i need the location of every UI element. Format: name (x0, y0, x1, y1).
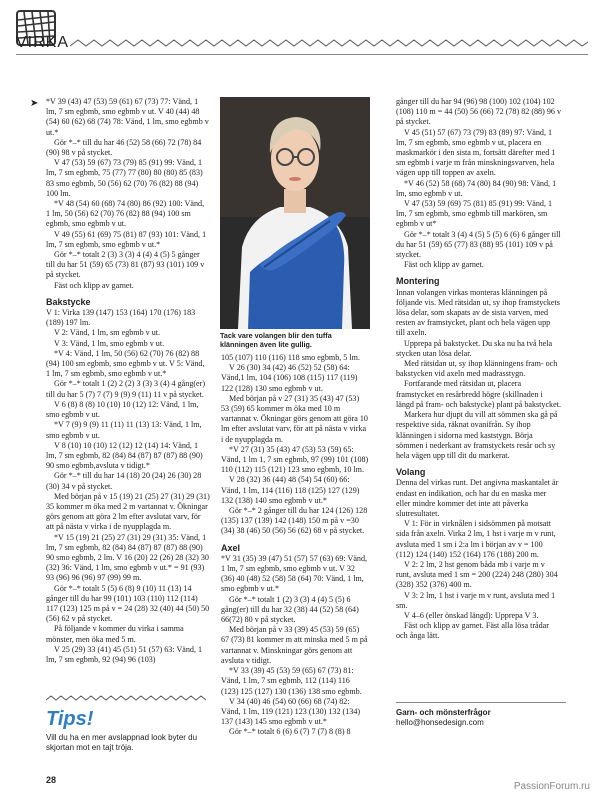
paragraph: *V 46 (52) 58 (68) 74 (80) 84 (90) 98: Vänd, 1 lm, smo egbmb v ut. (396, 178, 557, 198)
paragraph: Fäst och klipp av garnet. Fäst alla lösa trådar och ånga lätt. (396, 621, 549, 641)
paragraph: Med början på v 33 (39) 45 (53) 59 (65) 67 (73) 81 kommer m att minska med 5 m på vartannat v. Minskningar görs genom att avsluta v tidigt. (221, 625, 368, 665)
tips-zigzag-divider (46, 694, 206, 702)
paragraph: *V 33 (39) 45 (53) 59 (65) 67 (73) 81: Vänd, 1 lm, 7 sm egbmb, 112 (114) 116 (123) 125 (127) 130 (136) 138 smo egbmb. (221, 666, 362, 696)
paragraph: Denna del virkas runt. Det angivna maskantalet är endast en indikation, och har du en maska mer eller mindre kommer det inte att påverka slutresultatet. (396, 478, 559, 518)
section-heading: Bakstycke (46, 296, 91, 307)
paragraph: V 34 (40) 46 (54) 60 (66) 68 (74) 82: Vänd, 1 lm, 119 (121) 123 (130) 132 (134) 137 (143) 145 smo egbmb v ut.* (221, 696, 361, 727)
paragraph: V 47 (53) 59 (69) 75 (81) 85 (91) 99: Vänd, 1 lm, 7 sm egbmb, smo egbmb till markören, sm egbmb v ut* (396, 199, 553, 229)
tips-text: Vill du ha en mer avslappnad look byter du skjortan mot en tajt tröja. (46, 733, 198, 752)
paragraph: V 1: För in virknålen i sidsömmen på motsatt sida från axeln. Virka 2 lm, 1 hst i varje m v runt, avsluta med 1 sm i 2:a lm i början av v = 100 (112) 124 (140) 152 (164) 176 (188) 200 m. (396, 519, 556, 559)
paragraph: Gör *–* till du har 14 (18) 20 (24) 26 (30) 28 (30) 34 v på stycket. (46, 471, 202, 491)
paragraph: V 28 (32) 36 (44) 48 (54) 54 (60) 66: Vänd, 1 lm, 114 (116) 118 (125) 127 (129) 132 (138) 140 smo egbmb v ut.* (221, 475, 360, 505)
text-column-3 (396, 97, 561, 642)
paragraph: V 4–6 (eller önskad längd): Upprepa V 3. (404, 610, 539, 620)
paragraph: V 49 (55) 61 (69) 75 (81) 87 (93) 101: Vänd, 1 lm, 7 sm egbmb, smo egbmb v ut.* (46, 229, 207, 249)
paragraph: *V 48 (54) 60 (68) 74 (80) 86 (92) 100: Vänd, 1 lm, 50 (56) 62 (70) 76 (82) 88 (94) 100 sm egbmb, smo egbmb v ut. (46, 199, 205, 229)
section-heading: Axel (221, 542, 241, 553)
paragraph: Gör *–* totalt 5 (5) 6 (8) 9 (10) 11 (13) 14 gånger till du har 99 (101) 103 (110) 112 (114) 117 (123) 125 m på v = 24 (28) 32 (40) 44 (50) 50 (56) 62 v på stycket. (46, 583, 210, 624)
paragraph: V 3: 2 lm, 1 hst i varje m v runt, avsluta med 1 sm. (396, 590, 556, 610)
paragraph: Fäst och klipp av garnet. (54, 280, 134, 290)
paragraph: V 2: 2 lm, 2 hst genom båda mb i varje m v runt, avsluta med 1 sm = 200 (224) 248 (280) 304 (328) 352 (376) 400 m. (396, 559, 558, 590)
paragraph: Gör *–* till du har 46 (52) 58 (66) 72 (78) 84 (90) 98 v på stycket. (46, 137, 202, 158)
zigzag-border-icon (70, 36, 588, 50)
paragraph: V 47 (53) 59 (67) 73 (79) 85 (91) 99: Vänd, 1 lm, 7 sm egbmb, 75 (77) 77 (80) 80 (80) 85 (83) 83 smo egbmb, 50 (56) 62 (70) 76 (82) 88 (94) 100 lm. (46, 158, 203, 198)
paragraph: På följande v kommer du virka i samma mönster, men öka med 5 m. (46, 624, 184, 644)
paragraph: Gör *–* totalt 6 (6) 6 (7) 7 (7) 8 (8) 8 (229, 727, 351, 737)
paragraph: Upprepa på bakstycket. Du ska nu ha två hela stycken utan lösa delar. (396, 338, 553, 358)
paragraph: Gör *–* totalt 3 (4) 4 (5) 5 (5) 6 (6) 6 gånger till du har 51 (59) 65 (77) 83 (88) 95 (101) 109 v på stycket. (396, 229, 561, 260)
paragraph: Gör *–* totalt 1 (2) 3 (3) 4 (4) 5 (5) 6 gång(er) till du har 32 (38) 44 (52) 58 (64) 66(72) 80 v på stycket. (221, 594, 359, 625)
section-title: VIRKA (16, 34, 70, 51)
paragraph: Fortfarande med rätsidan ut, placera framstycket en resårbredd högre (skillnaden i längd på fram- och bakstycke) plant på bakstycket. (396, 379, 561, 409)
text-column-2 (221, 353, 369, 738)
paragraph: Markera hur djupt du vill att sömmen ska gå på respektive sida, räknat ovanifrån. Sy ihop klänningen i sidorna med kaststygn. Börja sömmen i nederkant av framstyckets resår och sy hela vägen upp till dit du markerat. (396, 410, 558, 460)
arrow-right-icon: ➤ (30, 98, 39, 109)
section-heading: Montering (396, 276, 440, 287)
paragraph: V 3: Vänd, 1 lm, smo egbmb v ut. (54, 338, 165, 348)
paragraph: V 25 (29) 33 (41) 45 (51) 51 (57) 63: Vänd, 1 lm, 7 sm egbmb, 92 (94) 96 (103) (46, 644, 203, 664)
paragraph: V 2: Vänd, 1 lm, sm egbmb v ut. (54, 328, 161, 338)
section-heading: Volang (396, 467, 426, 478)
text-column-1 (46, 97, 210, 665)
paragraph: Med början på v 27 (31) 35 (43) 47 (53) 53 (59) 65 kommer m öka med 10 m vartannat v. Ökningar görs genom att göra 10 lm efter avslutat varv, för att på nästa v virka i de nyupplagda m. (221, 393, 368, 444)
paragraph: V 26 (30) 34 (42) 46 (52) 52 (58) 64: Vänd,1 lm, 104 (106) 108 (115) 117 (119) 122 (128) 130 smo egbmb v ut. (221, 363, 358, 393)
tips-title: Tips! (46, 708, 94, 730)
paragraph: V 45 (51) 57 (67) 73 (79) 83 (89) 97: Vänd, 1 lm, 7 sm egbmb, smo egbmb v ut, placera en maskmarkör i den sista m, fortsätt därefter med 1 sm egbmb i varje m från minskningsvarven, hela vägen upp till toppen av axeln. (396, 127, 556, 178)
paragraph: *V 31 (35) 39 (47) 51 (57) 57 (63) 69: Vänd, 1 lm, 7 sm egbmb, smo egbmb v ut. V 32 (36) 40 (48) 52 (58) 58 (64) 70: Vänd, 1 lm, smo egbmb v ut.* (221, 553, 368, 594)
paragraph: 105 (107) 110 (116) 118 smo egbmb, 5 lm. (221, 353, 360, 362)
photo-caption: Tack vare volangen blir den tuffa klänningen även lite gullig. (220, 331, 332, 349)
credits-email[interactable]: hello@honsedesign.com (396, 718, 484, 727)
paragraph: Gör *–* totalt 1 (2) 2 (2) 3 (3) 3 (4) 4 gång(er) till du har 5 (7) 7 (7) 9 (9) 9 (11) 11 v på stycket. (46, 379, 206, 399)
paragraph: *V 39 (43) 47 (53) 59 (61) 67 (73) 77: Vänd, 1 lm, 7 sm egbmb, smo egbmb v ut. V 40 (44) 48 (54) 60 (62) 68 (74) 78: Vänd, 1 lm, smo egbmb v ut.* (46, 97, 209, 137)
model-photo (220, 97, 370, 329)
paragraph: Gör *–* 2 gånger till du har 124 (126) 128 (135) 137 (139) 142 (148) 150 m på v =30 (34) 38 (46) 50 (56) 56 (62) 68 v på stycket. (221, 506, 368, 536)
credits-divider (396, 702, 566, 703)
credits-title: Garn- och mönsterfrågor (396, 708, 491, 717)
page-number: 28 (46, 775, 57, 785)
paragraph: V 6 (8) 8 (8) 10 (10) 10 (12) 12: Vänd, 1 lm, smo egbmb v ut. (46, 399, 199, 420)
paragraph: V 1: Virka 139 (147) 153 (164) 170 (176) 183 (189) 197 lm. (46, 308, 196, 328)
paragraph: gånger till du har 94 (96) 98 (100) 102 (104) 102 (108) 110 m = 44 (50) 56 (66) 72 (78) 82 (88) 96 v på stycket. (396, 97, 561, 127)
paragraph: Med rätsidan ut, sy ihop klänningens fram- och bakstycken vid axeln med madrasstygn. (396, 359, 558, 379)
paragraph: Gör *–* totalt 2 (3) 3 (3) 4 (4) 4 (5) 5 gånger till du har 51 (59) 65 (73) 81 (87) 93 (101) 109 v på stycket. (46, 250, 205, 280)
paragraph: *V 7 (9) 9 (9) 11 (11) 11 (13) 13: Vänd, 1 lm, smo egbmb v ut. (46, 420, 202, 440)
paragraph: Innan volangen virkas monteras klänningen på följande vis. Med rätsidan ut, sy ihop framstyckets lösa delar, som skapats av de sista varven, med resten av framstycket, plant och hela vägen upp till axeln. (396, 287, 560, 338)
watermark: PassionForum.ru (513, 781, 590, 792)
paragraph: Fäst och klipp av garnet. (404, 260, 484, 270)
paragraph: *V 4: Vänd, 1 lm, 50 (56) 62 (70) 76 (82) 88 (94) 100 sm egbmb, smo egbmb v ut. V 5: Vänd, 1 lm, 7 sm egbmb, smo egbmb v ut.* (46, 348, 205, 379)
paragraph: Med början på v 15 (19) 21 (25) 27 (31) 29 (31) 35 kommer m öka med 2 m vartannat v. Ökningar görs genom att göra 2 lm efter avslutat varv, för att på nästa v virka i de nyupplagda m. (46, 491, 210, 532)
paragraph: *V 15 (19) 21 (25) 27 (31) 29 (31) 35: Vänd, 1 lm, 7 sm egbmb, 82 (84) 84 (87) 87 (87) 88 (90) 90 smo egbmb, 2 lm. V 16 (20) 22 (26) 28 (32) 30 (32) 36: Vänd, 1 lm, smo egbmb v ut.* = 91 (93) 93 (96) 96 (96) 97 (99) 99 m. (46, 532, 209, 583)
paragraph: *V 27 (31) 35 (43) 47 (53) 53 (59) 65: Vänd, 1 lm 1, 7 sm egbmb, 97 (99) 101 (108) 110 (112) 115 (121) 123 smo egbmb, 10 lm. (221, 444, 369, 475)
credits-block (396, 708, 566, 728)
header-divider (16, 54, 588, 55)
paragraph: V 8 (10) 10 (10) 12 (12) 12 (14) 14: Vänd, 1 lm, 7 sm egbmb, 82 (84) 84 (87) 87 (87) 88 (90) 90 smo egbmb,avsluta v tidigt.* (46, 440, 203, 471)
